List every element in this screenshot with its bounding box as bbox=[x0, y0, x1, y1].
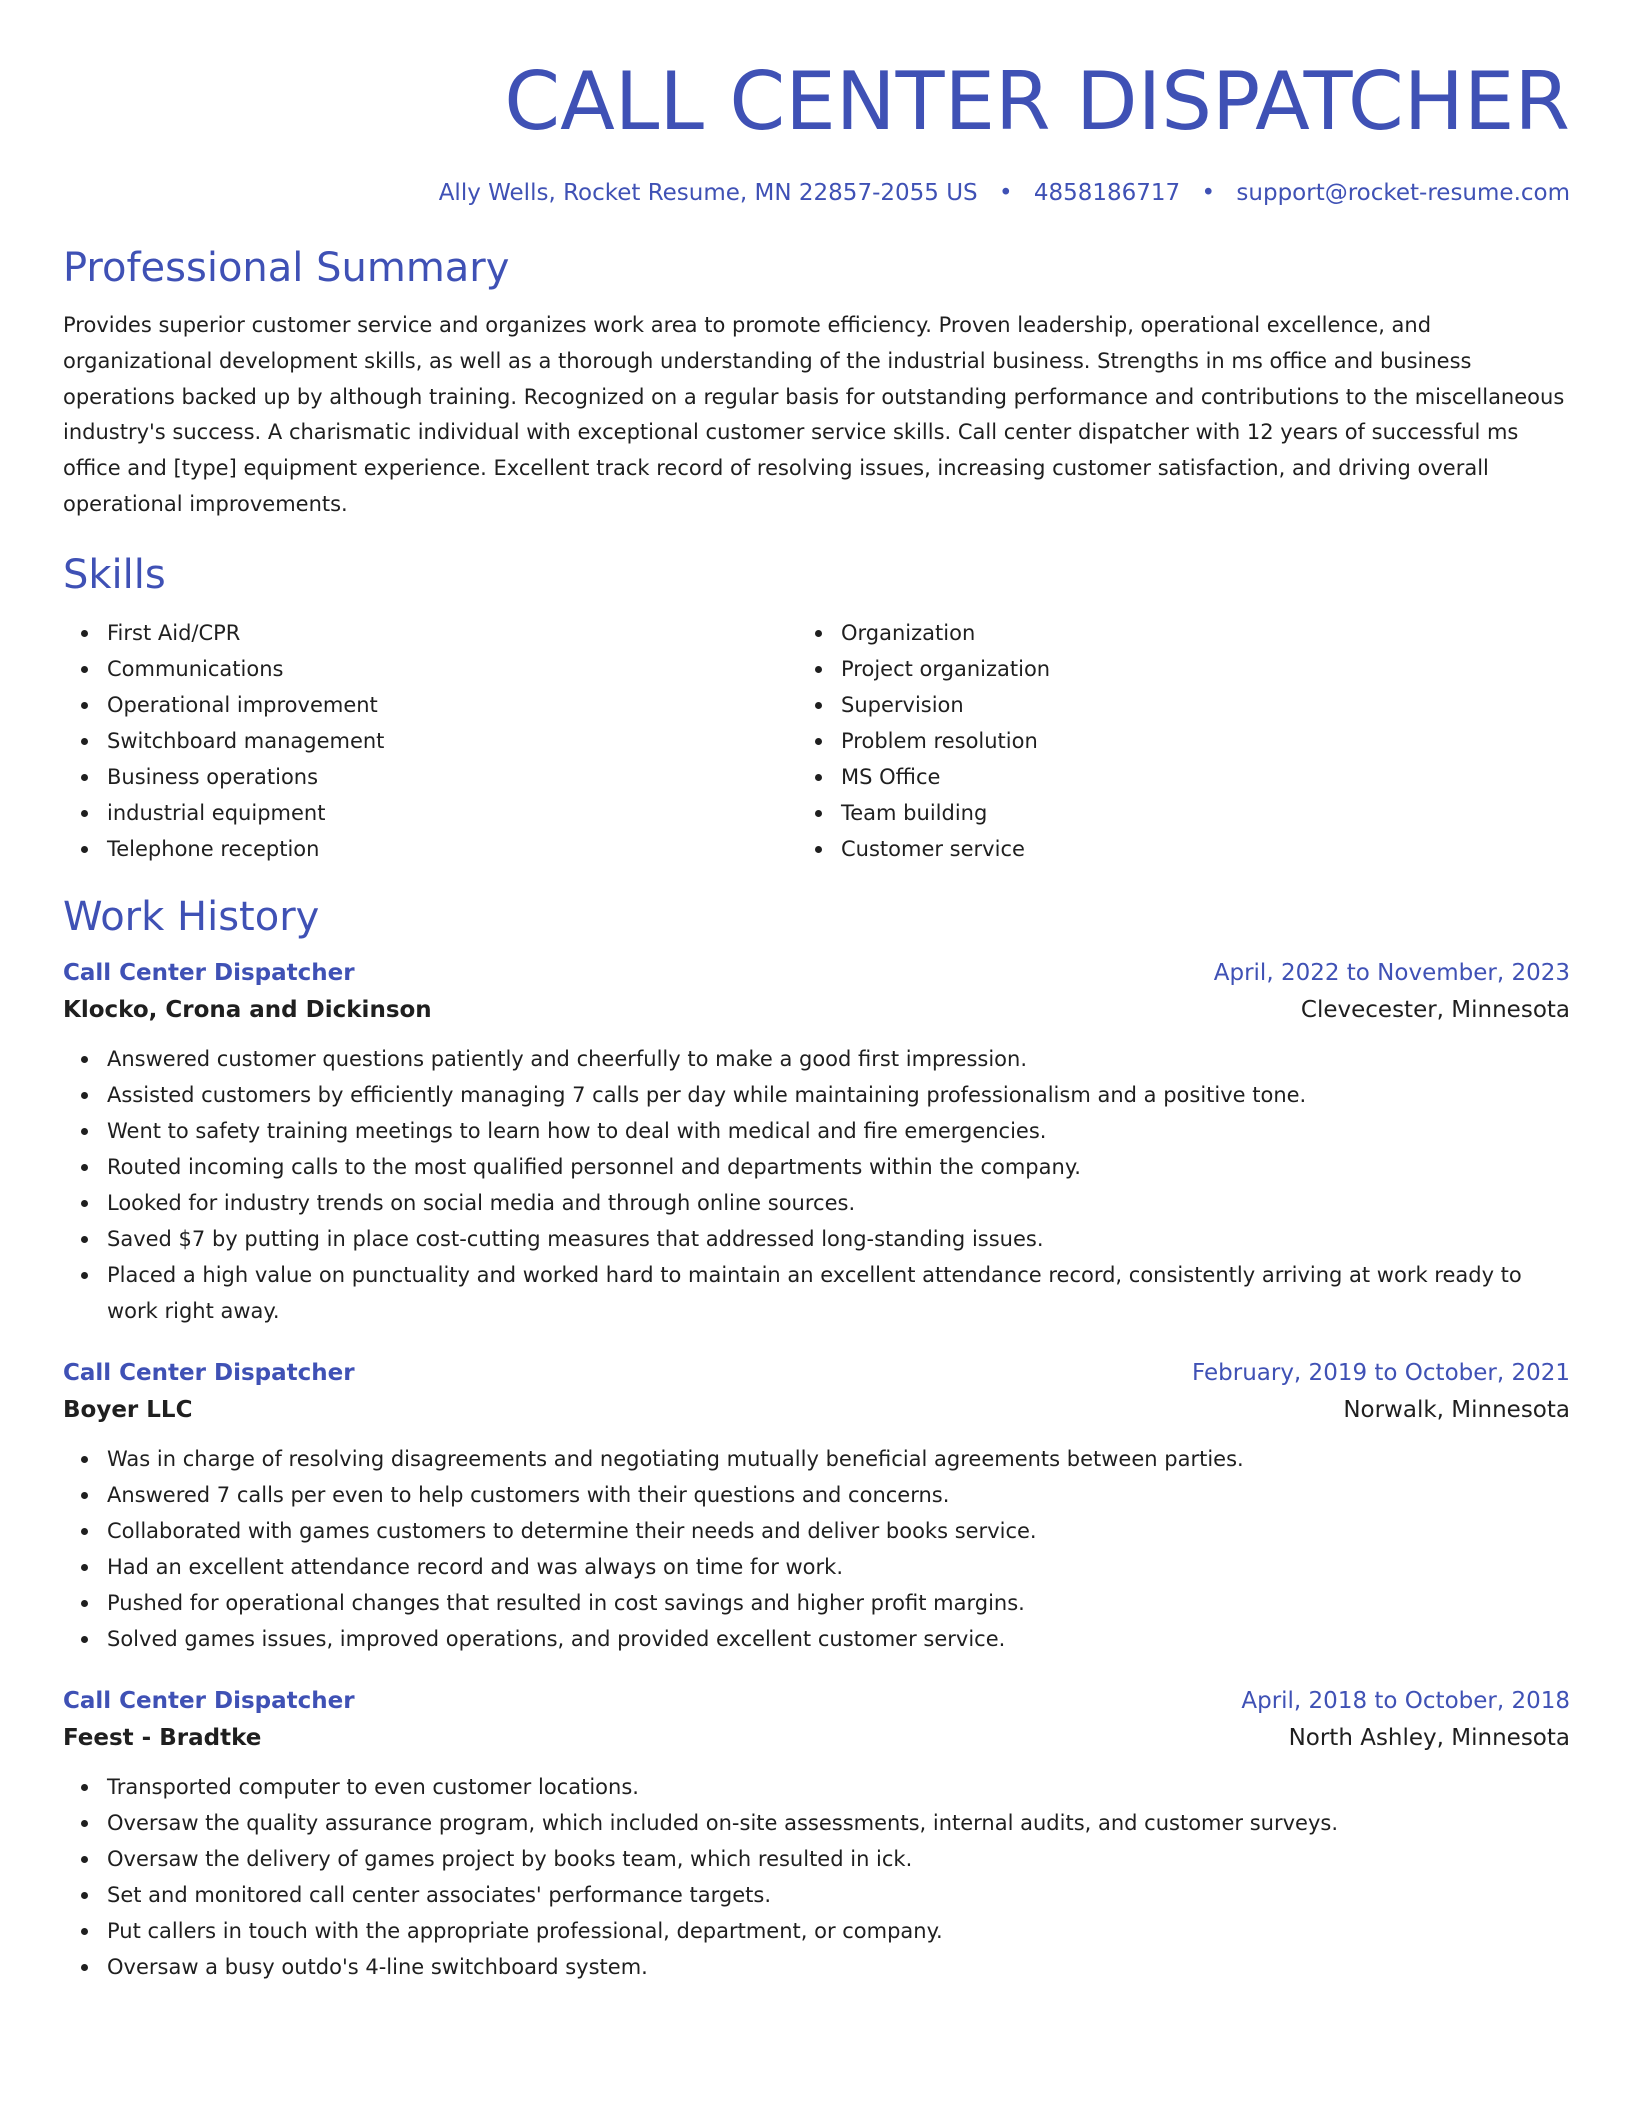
summary-text: Provides superior customer service and organizes work area to promote efficiency. Proven leadership, operational excellence, and organizational development skills, as well as a thorough understanding of the industrial business. Strengths in ms office and business operations backed up by although training. Recognized on a regular basis for outstanding performance and contributions to the miscellaneous industry's success. A charismatic individual with exceptional customer service skills. Call center dispatcher with 12 years of successful ms office and [type] equipment experience. Excellent track record of resolving issues, increasing customer satisfaction, and driving overall operational improvements. bbox=[63, 313, 1565, 516]
skill-item: Telephone reception bbox=[63, 831, 797, 867]
job-location: North Ashley, Minnesota bbox=[1288, 1724, 1570, 1751]
job-dates: February, 2019 to October, 2021 bbox=[1192, 1359, 1570, 1386]
duty-item: Transported computer to even customer locations. bbox=[63, 1769, 1570, 1805]
job-role: Call Center Dispatcher bbox=[63, 1687, 355, 1714]
duty-item: Assisted customers by efficiently managing 7 calls per day while maintaining professionalism and a positive tone. bbox=[63, 1077, 1570, 1113]
duty-item: Put callers in touch with the appropriate professional, department, or company. bbox=[63, 1913, 1570, 1949]
skills-heading: Skills bbox=[63, 551, 166, 598]
resume-header bbox=[63, 54, 1570, 208]
duty-item: Was in charge of resolving disagreements and negotiating mutually beneficial agreements between parties. bbox=[63, 1441, 1570, 1477]
resume-title: CALL CENTER DISPATCHER bbox=[504, 55, 1570, 148]
contact-email: support@rocket-resume.com bbox=[1236, 180, 1570, 206]
duty-item: Answered 7 calls per even to help customers with their questions and concerns. bbox=[63, 1477, 1570, 1513]
job-role: Call Center Dispatcher bbox=[63, 959, 355, 986]
skill-item: Customer service bbox=[797, 831, 1531, 867]
job-duties-list bbox=[63, 1041, 1570, 1329]
skill-item: First Aid/CPR bbox=[63, 615, 797, 651]
job-role: Call Center Dispatcher bbox=[63, 1359, 355, 1386]
skill-item: Business operations bbox=[63, 759, 797, 795]
duty-item: Oversaw a busy outdo's 4-line switchboard system. bbox=[63, 1949, 1570, 1985]
skill-item: industrial equipment bbox=[63, 795, 797, 831]
job-title-row bbox=[63, 1683, 1570, 1719]
summary-section bbox=[63, 244, 1570, 523]
duty-item: Oversaw the quality assurance program, which included on-site assessments, internal audits, and customer surveys. bbox=[63, 1805, 1570, 1841]
duty-item: Placed a high value on punctuality and worked hard to maintain an excellent attendance record, consistently arriving at work ready to work right away. bbox=[63, 1257, 1570, 1329]
contact-phone: 4858186717 bbox=[1033, 180, 1181, 206]
skills-list-right bbox=[797, 615, 1531, 867]
duty-item: Routed incoming calls to the most qualified personnel and departments within the company. bbox=[63, 1149, 1570, 1185]
duty-item: Pushed for operational changes that resulted in cost savings and higher profit margins. bbox=[63, 1585, 1570, 1621]
job-dates: April, 2022 to November, 2023 bbox=[1213, 959, 1570, 986]
job-entry bbox=[63, 955, 1570, 1329]
job-company-row bbox=[63, 1391, 1570, 1429]
skill-item: Communications bbox=[63, 651, 797, 687]
job-duties-list bbox=[63, 1769, 1570, 1985]
skills-list-left bbox=[63, 615, 797, 867]
job-entry bbox=[63, 1683, 1570, 1985]
duty-item: Looked for industry trends on social media and through online sources. bbox=[63, 1185, 1570, 1221]
skill-item: MS Office bbox=[797, 759, 1531, 795]
job-entry bbox=[63, 1355, 1570, 1657]
job-company: Boyer LLC bbox=[63, 1396, 193, 1423]
skill-item: Problem resolution bbox=[797, 723, 1531, 759]
skill-item: Project organization bbox=[797, 651, 1531, 687]
contact-address: Ally Wells, Rocket Resume, MN 22857-2055 US bbox=[438, 180, 978, 206]
job-company: Klocko, Crona and Dickinson bbox=[63, 996, 432, 1023]
summary-heading: Professional Summary bbox=[63, 245, 510, 291]
skill-item: Operational improvement bbox=[63, 687, 797, 723]
duty-item: Set and monitored call center associates' performance targets. bbox=[63, 1877, 1570, 1913]
skills-section bbox=[63, 551, 1570, 867]
contact-separator: • bbox=[1201, 180, 1216, 206]
duty-item: Went to safety training meetings to learn how to deal with medical and fire emergencies. bbox=[63, 1113, 1570, 1149]
job-location: Norwalk, Minnesota bbox=[1343, 1396, 1570, 1423]
job-duties-list bbox=[63, 1441, 1570, 1657]
work-history-heading: Work History bbox=[63, 893, 320, 940]
duty-item: Collaborated with games customers to determine their needs and deliver books service. bbox=[63, 1513, 1570, 1549]
contact-line bbox=[63, 178, 1570, 208]
skill-item: Organization bbox=[797, 615, 1531, 651]
job-dates: April, 2018 to October, 2018 bbox=[1241, 1687, 1570, 1714]
duty-item: Oversaw the delivery of games project by books team, which resulted in ick. bbox=[63, 1841, 1570, 1877]
job-location: Clevecester, Minnesota bbox=[1300, 996, 1570, 1023]
job-company: Feest - Bradtke bbox=[63, 1724, 262, 1751]
duty-item: Had an excellent attendance record and was always on time for work. bbox=[63, 1549, 1570, 1585]
duty-item: Solved games issues, improved operations, and provided excellent customer service. bbox=[63, 1621, 1570, 1657]
job-company-row bbox=[63, 1719, 1570, 1757]
job-title-row bbox=[63, 1355, 1570, 1391]
duty-item: Saved $7 by putting in place cost-cutting measures that addressed long-standing issues. bbox=[63, 1221, 1570, 1257]
job-company-row bbox=[63, 991, 1570, 1029]
skills-grid bbox=[63, 615, 1570, 867]
job-title-row bbox=[63, 955, 1570, 991]
contact-separator: • bbox=[998, 180, 1013, 206]
work-history-section bbox=[63, 893, 1570, 1985]
skill-item: Team building bbox=[797, 795, 1531, 831]
skill-item: Supervision bbox=[797, 687, 1531, 723]
skill-item: Switchboard management bbox=[63, 723, 797, 759]
duty-item: Answered customer questions patiently and cheerfully to make a good first impression. bbox=[63, 1041, 1570, 1077]
